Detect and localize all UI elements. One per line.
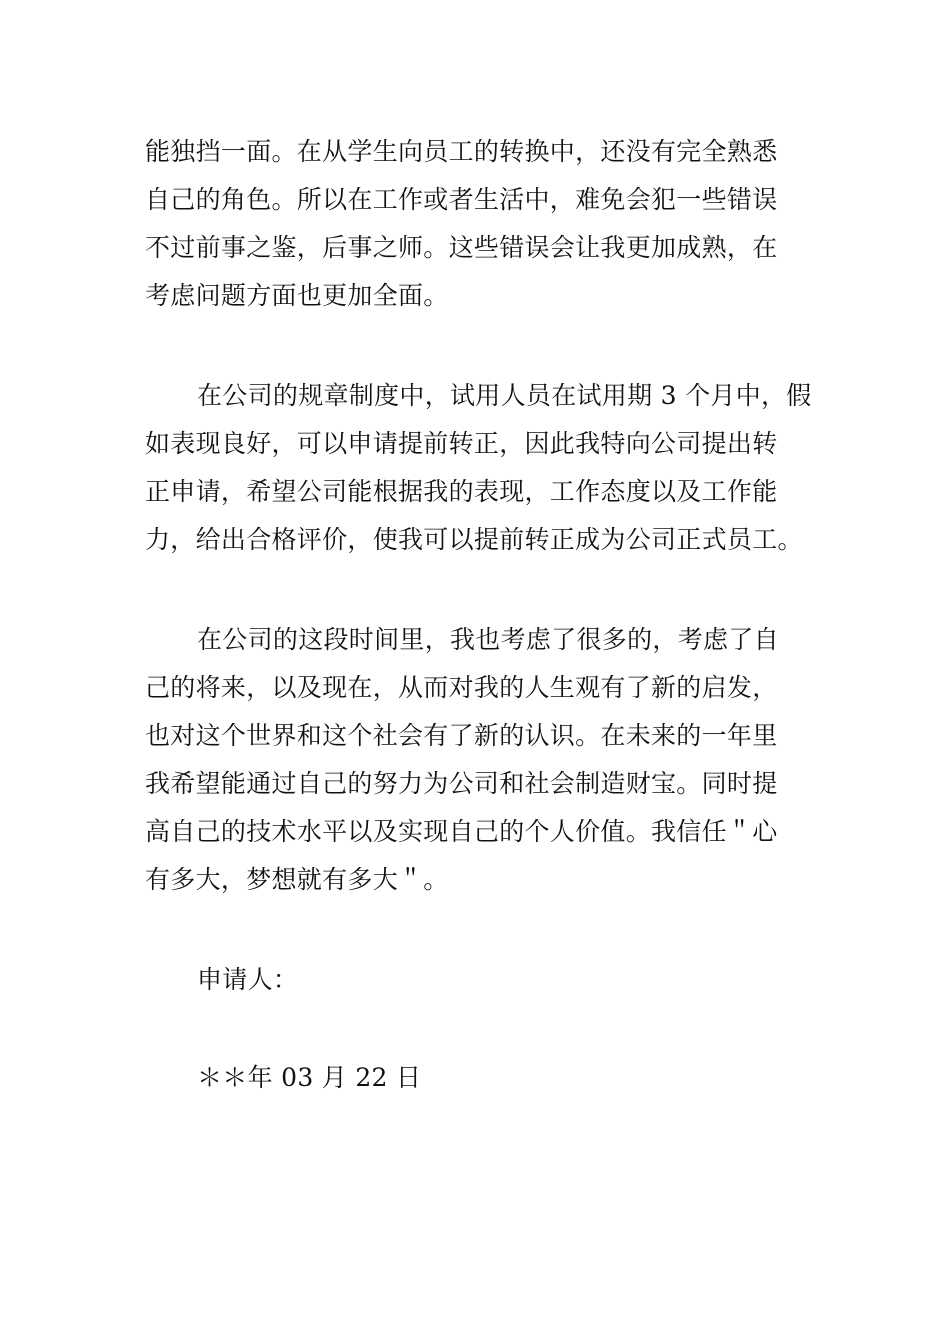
paragraph-line: 我希望能通过自己的努力为公司和社会制造财宝。同时提 [145,769,778,798]
paragraph-line: 有多大，梦想就有多大＂。 [145,865,449,894]
paragraph-line: 能独挡一面。在从学生向员工的转换中，还没有完全熟悉 [145,137,778,166]
paragraph-line: 高自己的技术水平以及实现自己的个人价值。我信任＂心 [145,817,778,846]
paragraph-line: 也对这个世界和这个社会有了新的认识。在未来的一年里 [145,721,778,750]
paragraph-spacer [145,904,810,956]
paragraph-spacer [145,320,810,372]
paragraph-line: 力，给出合格评价，使我可以提前转正成为公司正式员工。 [145,525,803,554]
paragraph-line: 在公司的这段时间里，我也考虑了很多的，考虑了自 [197,625,779,654]
paragraph-line: 己的将来，以及现在，从而对我的人生观有了新的启发， [145,673,778,702]
document-body [145,128,810,1102]
paragraph-2 [145,372,810,564]
paragraph-1 [145,128,810,320]
paragraph-line: 不过前事之鉴，后事之师。这些错误会让我更加成熟，在 [145,233,778,262]
paragraph-3 [145,616,810,904]
signature-block [145,956,810,1102]
paragraph-spacer [145,564,810,616]
signature-date: ＊＊年 03 月 22 日 [197,1063,422,1092]
paragraph-line: 自己的角色。所以在工作或者生活中，难免会犯一些错误 [145,185,778,214]
paragraph-line: 正申请，希望公司能根据我的表现，工作态度以及工作能 [145,477,778,506]
applicant-label: 申请人： [197,965,299,994]
signature-spacer [145,1004,810,1054]
paragraph-line: 在公司的规章制度中，试用人员在试用期 3 个月中，假 [197,381,812,410]
paragraph-line: 考虑问题方面也更加全面。 [145,281,449,310]
paragraph-line: 如表现良好，可以申请提前转正，因此我特向公司提出转 [145,429,778,458]
